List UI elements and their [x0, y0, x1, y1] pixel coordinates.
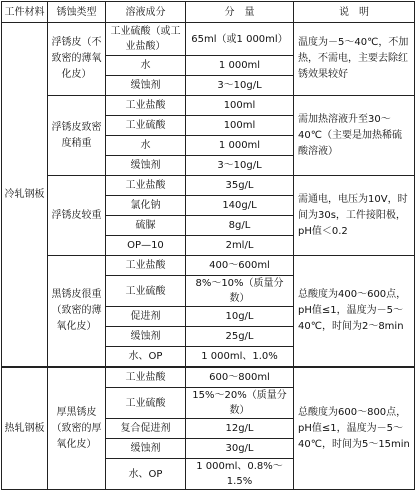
note-cell: 温度为－5～40℃，不加热，不需电，主要去除红锈效果较好: [294, 23, 415, 96]
component-cell: 工业硫酸: [106, 388, 186, 419]
rust-type-cell: 浮锈皮（不致密的薄氧化皮）: [48, 23, 106, 96]
component-cell: 缓蚀剂: [106, 327, 186, 347]
amount-cell: 15%～20%（质量分数）: [186, 388, 294, 419]
component-cell: 复合促进剂: [106, 419, 186, 439]
header-rust-type: 锈蚀类型: [48, 2, 106, 23]
amount-cell: 3～10g/L: [186, 156, 294, 176]
component-cell: 水、OP: [106, 459, 186, 490]
amount-cell: 25g/L: [186, 327, 294, 347]
component-cell: 工业盐酸: [106, 256, 186, 276]
component-cell: 缓蚀剂: [106, 439, 186, 459]
amount-cell: 1 000ml: [186, 56, 294, 76]
amount-cell: 65ml（或1 000ml）: [186, 23, 294, 56]
rust-type-cell: 浮锈皮致密度稍重: [48, 96, 106, 176]
component-cell: 水: [106, 56, 186, 76]
amount-cell: 8%～10%（质量分数）: [186, 276, 294, 307]
table-row: [2, 367, 415, 388]
component-cell: 氯化钠: [106, 196, 186, 216]
amount-cell: 10g/L: [186, 307, 294, 327]
amount-cell: 8g/L: [186, 216, 294, 236]
component-cell: 工业盐酸: [106, 176, 186, 196]
table-row: [2, 23, 415, 56]
pickling-solution-table: [1, 1, 415, 490]
header-note: 说 明: [294, 2, 415, 23]
amount-cell: 1 000ml、1.0%: [186, 347, 294, 368]
amount-cell: 12g/L: [186, 419, 294, 439]
component-cell: 工业盐酸: [106, 367, 186, 388]
header-amount: 分 量: [186, 2, 294, 23]
amount-cell: 1 000ml、0.8%～1.5%: [186, 459, 294, 490]
amount-cell: 400～600ml: [186, 256, 294, 276]
component-cell: 硫脲: [106, 216, 186, 236]
rust-type-cell: 黑锈皮很重（致密的薄氧化皮）: [48, 256, 106, 368]
note-cell: 需通电，电压为10V，时间为30s，工件接阳极，pH值＜0.2: [294, 176, 415, 256]
amount-cell: 2ml/L: [186, 236, 294, 256]
header-material: 工件材料: [2, 2, 48, 23]
note-cell: 总酸度为600～800点，pH值≤1，温度为－5～40℃，时间为5～15min: [294, 367, 415, 490]
component-cell: 工业盐酸: [106, 96, 186, 116]
header-component: 溶液成分: [106, 2, 186, 23]
component-cell: 工业硫酸: [106, 116, 186, 136]
amount-cell: 600～800ml: [186, 367, 294, 388]
amount-cell: 1 000ml: [186, 136, 294, 156]
amount-cell: 35g/L: [186, 176, 294, 196]
material-hot-rolled: 热轧钢板: [2, 367, 48, 490]
note-cell: 总酸度为400～600点，pH值≤1，温度为－5～40℃，时间为2～8min: [294, 256, 415, 368]
component-cell: 缓蚀剂: [106, 156, 186, 176]
component-cell: 缓蚀剂: [106, 76, 186, 96]
component-cell: 工业硫酸: [106, 276, 186, 307]
table-row: [2, 176, 415, 196]
table-row: [2, 96, 415, 116]
component-cell: 促进剂: [106, 307, 186, 327]
amount-cell: 3～10g/L: [186, 76, 294, 96]
component-cell: 水、OP: [106, 347, 186, 368]
table-header-row: [2, 2, 415, 23]
amount-cell: 140g/L: [186, 196, 294, 216]
amount-cell: 100ml: [186, 116, 294, 136]
rust-type-cell: 浮锈皮较重: [48, 176, 106, 256]
component-cell: 水: [106, 136, 186, 156]
table-row: [2, 256, 415, 276]
rust-type-cell: 厚黑锈皮（致密的厚氧化皮）: [48, 367, 106, 490]
amount-cell: 100ml: [186, 96, 294, 116]
material-cold-rolled: 冷轧钢板: [2, 23, 48, 368]
note-cell: 需加热溶液升至30～40℃（主要是加热稀硫酸溶液）: [294, 96, 415, 176]
component-cell: 工业硫酸（或工业盐酸）: [106, 23, 186, 56]
component-cell: OP—10: [106, 236, 186, 256]
amount-cell: 30g/L: [186, 439, 294, 459]
